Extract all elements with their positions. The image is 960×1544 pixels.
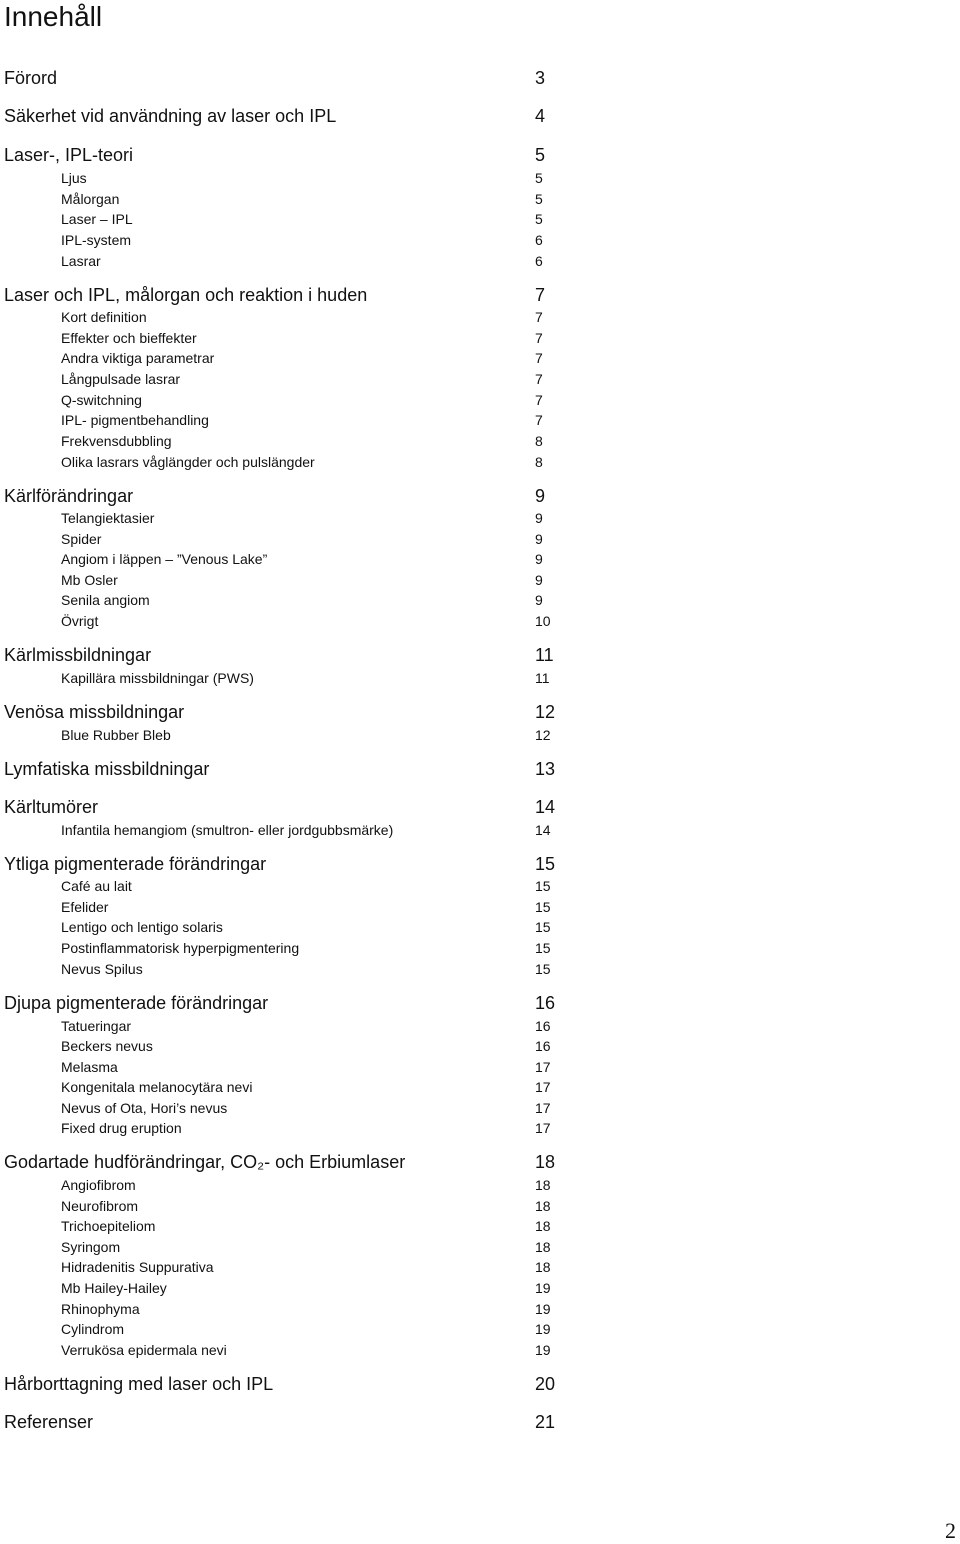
toc-entry-label: Godartade hudförändringar, CO₂- och Erbiumlaser: [4, 1152, 406, 1172]
toc-entry-page: 7: [535, 285, 546, 305]
toc-entry-label: Rhinophyma: [61, 1301, 140, 1317]
toc-entry-page: 5: [535, 191, 543, 207]
toc-entry-label: Säkerhet vid användning av laser och IPL: [4, 106, 337, 126]
toc-entry-page: 18: [535, 1239, 551, 1255]
toc-entry-page: 14: [535, 797, 556, 817]
toc-entry-label: Laser – IPL: [61, 211, 133, 227]
toc-entry-label: Mb Hailey-Hailey: [61, 1280, 167, 1296]
toc-entry-label: Angiom i läppen – ”Venous Lake”: [61, 551, 268, 567]
toc-entry-page: 6: [535, 232, 543, 248]
toc-entry-label: Övrigt: [61, 613, 99, 629]
toc-entry-label: Ytliga pigmenterade förändringar: [4, 854, 267, 874]
toc-entry-label: Postinflammatorisk hyperpigmentering: [61, 940, 300, 956]
toc-entry-label: Hidradenitis Suppurativa: [61, 1259, 214, 1275]
toc-entry-label: Lasrar: [61, 253, 101, 269]
toc-entry-page: 4: [535, 106, 546, 126]
toc-entry-page: 7: [535, 330, 543, 346]
page-number: 2: [945, 1518, 956, 1543]
toc-entry-page: 5: [535, 145, 546, 165]
toc-entry-page: 11: [535, 645, 554, 665]
toc-entry-label: Frekvensdubbling: [61, 433, 172, 449]
toc-entry-label: Kongenitala melanocytära nevi: [61, 1079, 253, 1095]
toc-entry-label: Telangiektasier: [61, 510, 155, 526]
toc-entry-label: Blue Rubber Bleb: [61, 727, 171, 743]
toc-entry-label: Venösa missbildningar: [4, 702, 185, 722]
toc-entry-page: 12: [535, 727, 551, 743]
toc-entry-page: 7: [535, 392, 543, 408]
toc-entry-label: Infantila hemangiom (smultron- eller jordgubbsmärke): [61, 822, 394, 838]
toc-entry-label: Fixed drug eruption: [61, 1120, 182, 1136]
toc-entry-page: 21: [535, 1412, 556, 1432]
toc-entry-page: 14: [535, 822, 551, 838]
toc-entry-page: 9: [535, 551, 543, 567]
toc-entry-label: Nevus of Ota, Hori’s nevus: [61, 1100, 228, 1116]
toc-entry-page: 16: [535, 1018, 551, 1034]
toc-entry-label: Melasma: [61, 1059, 118, 1075]
toc-entry-label: Tatueringar: [61, 1018, 132, 1034]
toc-entry-page: 18: [535, 1177, 551, 1193]
toc-entry-page: 15: [535, 878, 551, 894]
toc-entry-page: 16: [535, 1038, 551, 1054]
toc-entry-label: Djupa pigmenterade förändringar: [4, 993, 269, 1013]
toc-entry-label: Nevus Spilus: [61, 961, 143, 977]
toc-entry-page: 19: [535, 1280, 551, 1296]
toc-entry-page: 11: [535, 670, 550, 686]
toc-entry-page: 10: [535, 613, 551, 629]
toc-entry-label: Kapillära missbildningar (PWS): [61, 670, 254, 686]
toc-entry-label: Olika lasrars våglängder och pulslängder: [61, 454, 315, 470]
toc-entry-label: Mb Osler: [61, 572, 118, 588]
toc-entry-page: 8: [535, 454, 543, 470]
toc-entry-page: 7: [535, 350, 543, 366]
toc-entry-page: 12: [535, 702, 556, 722]
toc-entry-page: 15: [535, 940, 551, 956]
toc-entry-label: Referenser: [4, 1412, 94, 1432]
toc-entry-page: 5: [535, 211, 543, 227]
toc-entry-page: 15: [535, 899, 551, 915]
toc-entry-label: Effekter och bieffekter: [61, 330, 197, 346]
toc-entry-label: Kort definition: [61, 309, 147, 325]
toc-entry-page: 19: [535, 1342, 551, 1358]
toc-entry-page: 20: [535, 1374, 556, 1394]
toc-entry-page: 5: [535, 170, 543, 186]
toc-entry-page: 17: [535, 1079, 551, 1095]
toc-entry-label: Beckers nevus: [61, 1038, 153, 1054]
toc-entry-label: Neurofibrom: [61, 1198, 139, 1214]
toc-entry-page: 9: [535, 531, 543, 547]
toc-entry-page: 9: [535, 572, 543, 588]
toc-entry-page: 17: [535, 1059, 551, 1075]
toc-entry-page: 7: [535, 371, 543, 387]
toc-entry-page: 6: [535, 253, 543, 269]
toc-entry-label: Förord: [4, 68, 58, 88]
toc-entry-label: Angiofibrom: [61, 1177, 136, 1193]
toc-entry-label: Lymfatiska missbildningar: [4, 759, 210, 779]
toc-entry-page: 18: [535, 1218, 551, 1234]
toc-entry-label: Spider: [61, 531, 102, 547]
toc-entry-label: Cylindrom: [61, 1321, 125, 1337]
toc-entry-page: 19: [535, 1321, 551, 1337]
toc-entry-page: 15: [535, 961, 551, 977]
toc-entry-page: 8: [535, 433, 543, 449]
toc-entry-label: Andra viktiga parametrar: [61, 350, 215, 366]
toc-entry-page: 18: [535, 1198, 551, 1214]
toc-entry-label: Trichoepiteliom: [61, 1218, 156, 1234]
toc-entry-label: Senila angiom: [61, 592, 150, 608]
toc-entry-label: Syringom: [61, 1239, 121, 1255]
toc-entry-label: Café au lait: [61, 878, 132, 894]
toc-entry-label: Målorgan: [61, 191, 120, 207]
toc-entry-label: IPL-system: [61, 232, 132, 248]
page-title: Innehåll: [4, 1, 103, 32]
toc-entry-label: IPL- pigmentbehandling: [61, 412, 209, 428]
toc-entry-label: Kärltumörer: [4, 797, 99, 817]
toc-entry-page: 16: [535, 993, 556, 1013]
toc-entry-page: 9: [535, 486, 546, 506]
toc-entry-page: 7: [535, 412, 543, 428]
toc-entry-label: Hårborttagning med laser och IPL: [4, 1374, 274, 1394]
toc-entry-page: 7: [535, 309, 543, 325]
toc-entry-label: Q-switchning: [61, 392, 142, 408]
toc-entry-page: 9: [535, 592, 543, 608]
toc-entry-label: Kärlmissbildningar: [4, 645, 152, 665]
toc-entry-page: 15: [535, 854, 556, 874]
toc-entry-page: 18: [535, 1152, 556, 1172]
toc-entry-label: Lentigo och lentigo solaris: [61, 919, 223, 935]
toc-entry-label: Laser och IPL, målorgan och reaktion i huden: [4, 285, 368, 305]
toc-entry-label: Efelider: [61, 899, 109, 915]
toc-entry-label: Verrukösa epidermala nevi: [61, 1342, 227, 1358]
toc-entry-page: 13: [535, 759, 556, 779]
toc-entry-page: 19: [535, 1301, 551, 1317]
toc-entry-page: 3: [535, 68, 546, 88]
toc-entry-page: 9: [535, 510, 543, 526]
toc-entry-page: 15: [535, 919, 551, 935]
toc-entry-page: 17: [535, 1100, 551, 1116]
toc-entry-label: Laser-, IPL-teori: [4, 145, 134, 165]
toc-entry-page: 18: [535, 1259, 551, 1275]
toc-entry-label: Ljus: [61, 170, 87, 186]
toc-entry-page: 17: [535, 1120, 551, 1136]
toc-entry-label: Kärlförändringar: [4, 486, 134, 506]
toc-entry-label: Långpulsade lasrar: [61, 371, 181, 387]
